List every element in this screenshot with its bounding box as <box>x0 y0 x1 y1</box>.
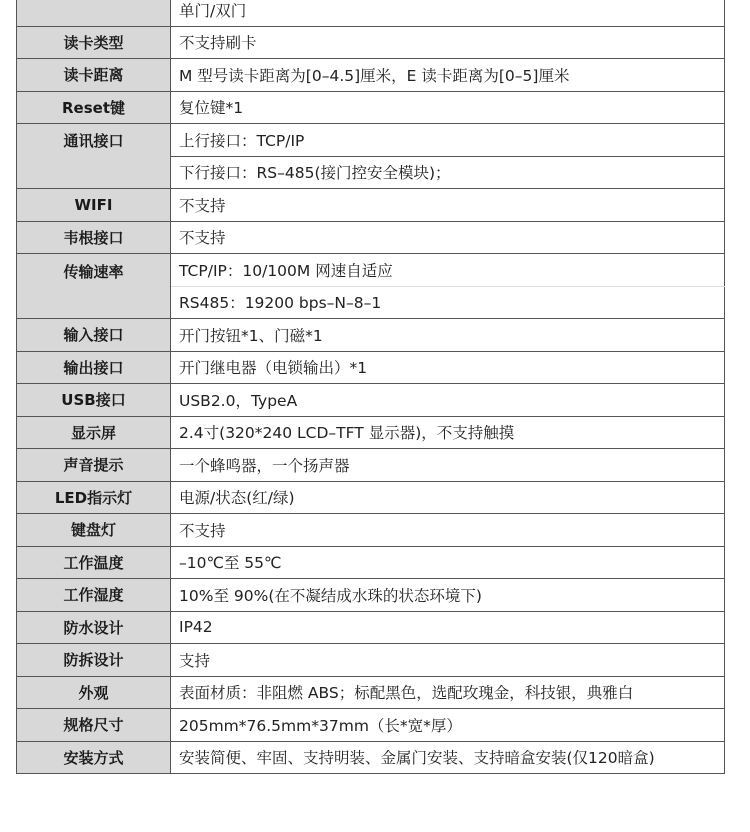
spec-value: 电源/状态(红/绿) <box>171 481 725 514</box>
spec-row-output <box>17 351 725 384</box>
spec-row-comm-interface-cont <box>17 156 725 189</box>
spec-row-partial <box>17 0 725 26</box>
spec-row-comm-interface <box>17 124 725 157</box>
spec-row-card-distance <box>17 59 725 92</box>
spec-row-humidity <box>17 579 725 612</box>
spec-label <box>17 0 171 26</box>
spec-value: USB2.0，TypeA <box>171 384 725 417</box>
spec-value: TCP/IP：10/100M 网速自适应 <box>171 254 725 287</box>
spec-label: Reset键 <box>17 91 171 124</box>
spec-row-usb <box>17 384 725 417</box>
spec-row-wiegand <box>17 221 725 254</box>
spec-value: –10℃至 55℃ <box>171 546 725 579</box>
spec-row-input <box>17 319 725 352</box>
spec-value: 开门按钮*1、门磁*1 <box>171 319 725 352</box>
spec-row-keypad-light <box>17 514 725 547</box>
spec-label: 韦根接口 <box>17 221 171 254</box>
spec-value: 表面材质：非阻燃 ABS；标配黑色，选配玫瑰金，科技银，典雅白 <box>171 676 725 709</box>
spec-row-transfer-rate <box>17 254 725 287</box>
spec-value: 一个蜂鸣器，一个扬声器 <box>171 449 725 482</box>
spec-label: 外观 <box>17 676 171 709</box>
spec-value: 支持 <box>171 644 725 677</box>
spec-row-card-type <box>17 26 725 59</box>
spec-label-empty <box>17 156 171 189</box>
spec-label: 传输速率 <box>17 254 171 319</box>
spec-value: 不支持刷卡 <box>171 26 725 59</box>
spec-label: 防拆设计 <box>17 644 171 677</box>
spec-label: WIFI <box>17 189 171 222</box>
spec-label: 输入接口 <box>17 319 171 352</box>
spec-label: 通讯接口 <box>17 124 171 157</box>
spec-label: 键盘灯 <box>17 514 171 547</box>
spec-value: 不支持 <box>171 189 725 222</box>
spec-label: 防水设计 <box>17 611 171 644</box>
spec-value: 安装简便、牢固、支持明装、金属门安装、支持暗盒安装(仅120暗盒) <box>171 741 725 774</box>
spec-label: USB接口 <box>17 384 171 417</box>
spec-label: LED指示灯 <box>17 481 171 514</box>
spec-label: 显示屏 <box>17 416 171 449</box>
spec-row-wifi <box>17 189 725 222</box>
spec-value: M 型号读卡距离为[0–4.5]厘米，E 读卡距离为[0–5]厘米 <box>171 59 725 92</box>
spec-row-led <box>17 481 725 514</box>
spec-row-reset-key <box>17 91 725 124</box>
spec-row-dimensions <box>17 709 725 742</box>
spec-label: 工作温度 <box>17 546 171 579</box>
spec-label: 规格尺寸 <box>17 709 171 742</box>
spec-row-appearance <box>17 676 725 709</box>
spec-label: 声音提示 <box>17 449 171 482</box>
spec-value: RS485：19200 bps–N–8–1 <box>171 286 725 319</box>
spec-value: 10%至 90%(在不凝结成水珠的状态环境下) <box>171 579 725 612</box>
spec-value: 2.4寸(320*240 LCD–TFT 显示器)，不支持触摸 <box>171 416 725 449</box>
spec-value: 开门继电器（电锁输出）*1 <box>171 351 725 384</box>
spec-value: 205mm*76.5mm*37mm（长*宽*厚） <box>171 709 725 742</box>
spec-label: 工作湿度 <box>17 579 171 612</box>
spec-label: 读卡距离 <box>17 59 171 92</box>
spec-row-installation <box>17 741 725 774</box>
spec-value: IP42 <box>171 611 725 644</box>
spec-row-sound <box>17 449 725 482</box>
spec-table <box>16 0 725 774</box>
spec-value: 复位键*1 <box>171 91 725 124</box>
spec-value: 不支持 <box>171 221 725 254</box>
spec-label: 读卡类型 <box>17 26 171 59</box>
spec-value: 单门/双门 <box>171 0 725 26</box>
spec-row-display <box>17 416 725 449</box>
spec-row-waterproof <box>17 611 725 644</box>
spec-row-tamper <box>17 644 725 677</box>
spec-label: 安装方式 <box>17 741 171 774</box>
spec-value: 下行接口：RS–485(接门控安全模块)； <box>171 156 725 189</box>
spec-value: 上行接口：TCP/IP <box>171 124 725 157</box>
spec-row-temperature <box>17 546 725 579</box>
spec-label: 输出接口 <box>17 351 171 384</box>
spec-value: 不支持 <box>171 514 725 547</box>
